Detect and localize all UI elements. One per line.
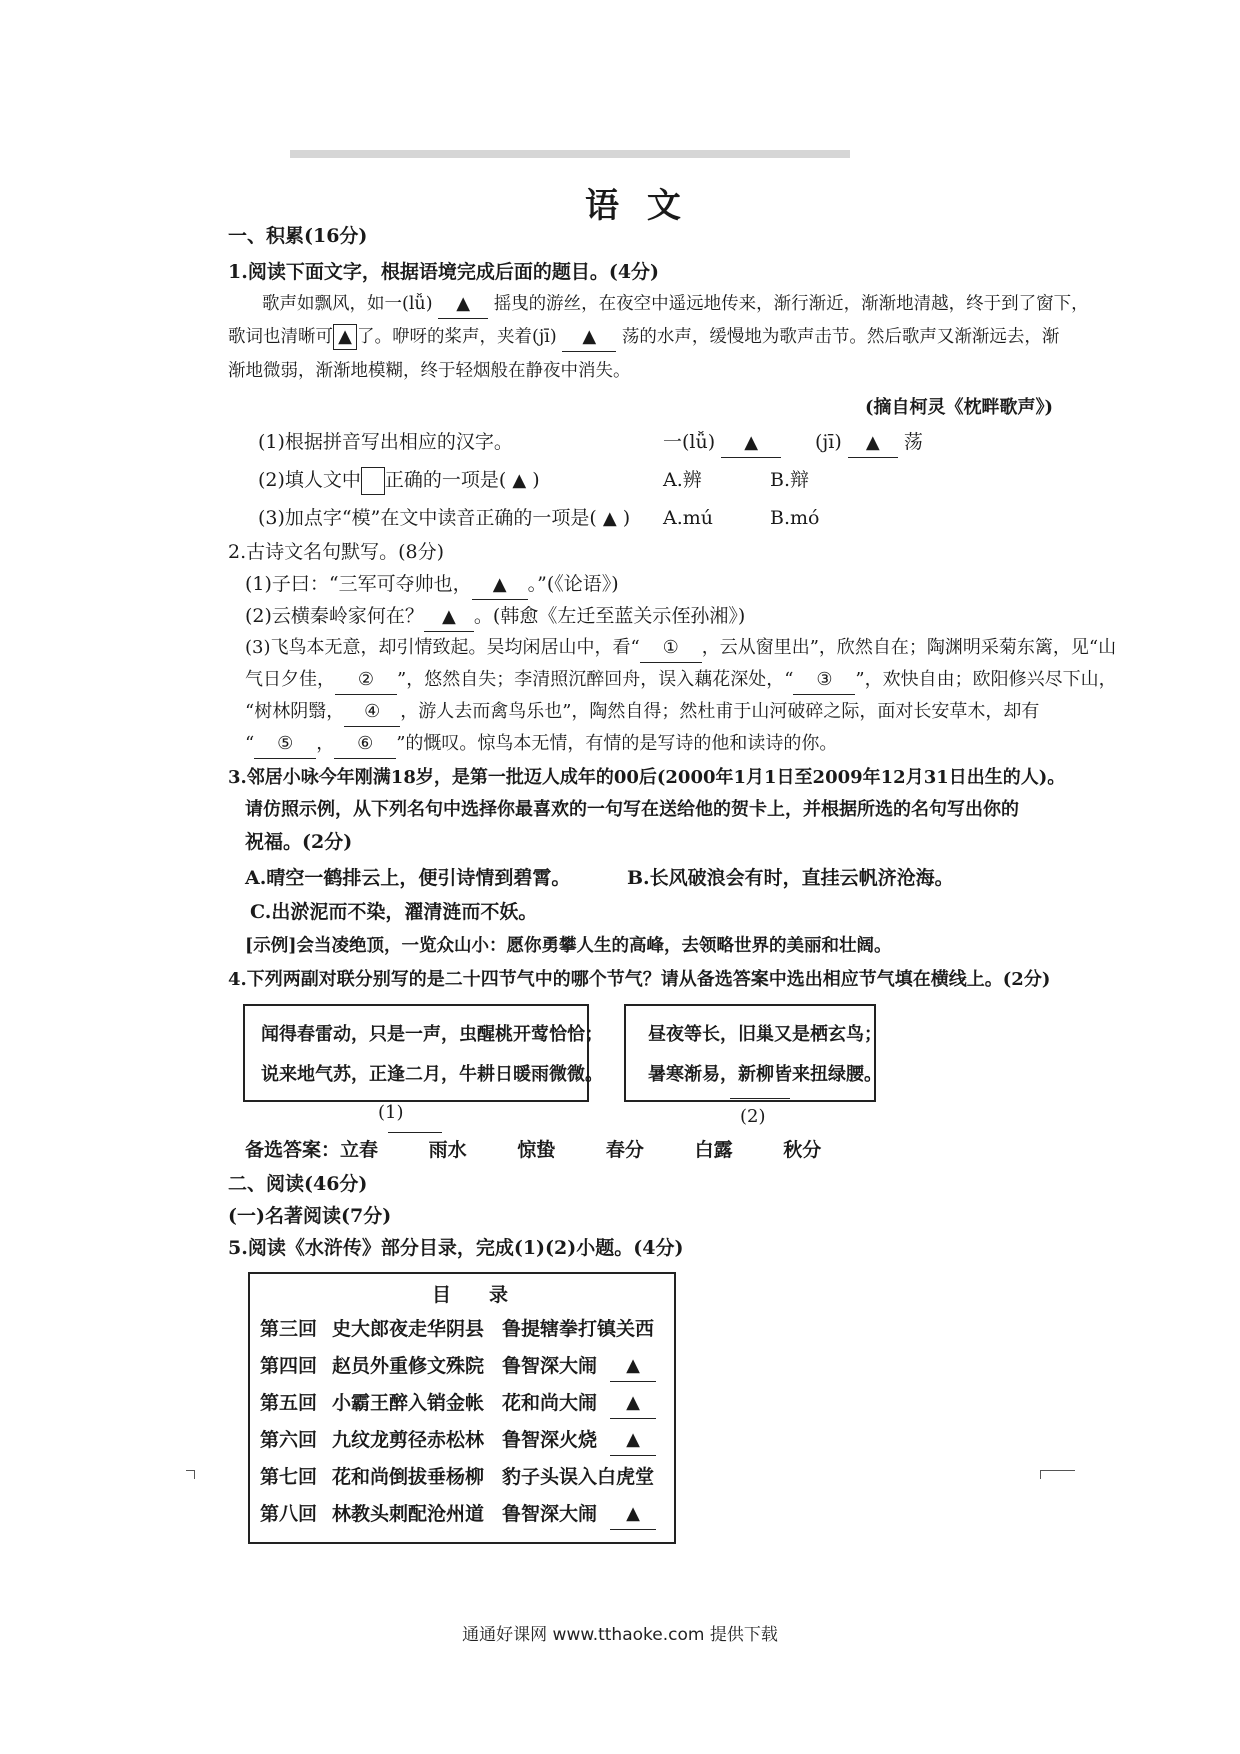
answer-blank-1[interactable]: ①: [640, 634, 702, 663]
toc-chapter-title-b: 花和尚大闹: [502, 1392, 598, 1414]
toc-chapter-title-a: 小霸王醉入销金帐: [332, 1392, 485, 1414]
couplet-box-1: [243, 1004, 603, 1102]
q3-line3: 祝福。(2分): [245, 831, 353, 853]
answer-blank[interactable]: ▲: [424, 603, 474, 632]
q2-line4: 气日夕佳， ② ”，悠然自失；李清照沉醉回舟，误入藕花深处，“ ③ ”，欢快自由；欧阳修兴尽下山，: [245, 666, 1117, 695]
empty-box: [361, 467, 385, 495]
toc-chapter-no: 第六回: [260, 1429, 318, 1451]
answer-blank[interactable]: ▲: [848, 429, 898, 458]
scan-header-smudge: [290, 150, 850, 158]
section2-subheading: (一)名著阅读(7分): [228, 1205, 392, 1227]
couplet1-line2: 说来地气苏，正逢二月，牛耕日暖雨微微。: [261, 1064, 603, 1085]
answer-blank-2[interactable]: ②: [335, 666, 397, 695]
q1-sub2-option-a: A.辨: [663, 469, 702, 491]
q2-line2: (2)云横秦岭家何在？ ▲ 。(韩愈《左迁至蓝关示侄孙湘》): [245, 602, 745, 632]
q1-sub3: (3)加点字“模”在文中读音正确的一项是( ▲ ): [258, 507, 631, 529]
answer-blank-4[interactable]: ④: [344, 698, 400, 727]
toc-chapter-title-a: 林教头刺配沧州道: [332, 1503, 485, 1525]
toc-chapter-no: 第五回: [260, 1392, 318, 1414]
toc-chapter-title-a: 花和尚倒拔垂杨柳: [332, 1466, 485, 1488]
q1-passage-line2: 歌词也清晰可 ▲ 了。咿呀的桨声，夹着(jī) ▲ 荡的水声，缓慢地为歌声击节。然后歌声又渐渐远去，渐: [228, 323, 1059, 352]
toc-chapter-no: 第七回: [260, 1466, 318, 1488]
blank-marker: ▲: [438, 290, 488, 319]
q4-label-1: (1): [378, 1102, 404, 1123]
q4-label-2: (2): [740, 1106, 766, 1127]
answer-blank[interactable]: ▲: [721, 429, 781, 458]
toc-answer-blank[interactable]: ▲: [610, 1499, 656, 1530]
blank-marker: ▲: [562, 323, 616, 352]
q1-sub1: (1)根据拼音写出相应的汉字。: [258, 431, 513, 453]
q3-option-b: B.长风破浪会有时，直挂云帆济沧海。: [627, 867, 954, 889]
q1-sub2: (2)填人文中 正确的一项是( ▲ ): [258, 466, 540, 495]
q5-stem: 5.阅读《水浒传》部分目录，完成(1)(2)小题。(4分): [228, 1237, 684, 1259]
toc-chapter-title-b: 鲁提辖拳打镇关西: [502, 1318, 655, 1340]
toc-chapter-title-b: 鲁智深火烧: [502, 1429, 598, 1451]
answer-blank[interactable]: ▲: [472, 571, 528, 600]
q1-sub1-blank-a: 一(lǚ) ▲: [663, 428, 781, 458]
toc-chapter-title-b: 鲁智深大闹: [502, 1355, 598, 1377]
answer-line-2[interactable]: [730, 1098, 790, 1099]
q3-line2: 请仿照示例，从下列名句中选择你最喜欢的一句写在送给他的贺卡上，并根据所选的名句写出你的: [245, 799, 1019, 820]
q2-line6: “ ⑤ ， ⑥ ”的慨叹。惊鸟本无情，有情的是写诗的他和读诗的你。: [245, 730, 837, 759]
answer-line-1[interactable]: [388, 1132, 442, 1133]
boxed-blank-marker: ▲: [333, 324, 357, 350]
toc-chapter-title-b: 豹子头误入白虎堂: [502, 1466, 655, 1488]
crop-mark: [186, 1470, 195, 1479]
q2-line1: (1)子曰：“三军可夺帅也， ▲ 。”(《论语》): [245, 570, 619, 600]
crop-mark: [1040, 1470, 1075, 1479]
couplet2-line1: 昼夜等长，旧巢又是栖玄鸟；: [648, 1024, 882, 1045]
q1-sub3-option-a: A.mú: [663, 507, 714, 529]
q1-sub3-option-b: B.mó: [770, 507, 820, 529]
toc-chapter-title-a: 九纹龙剪径赤松林: [332, 1429, 485, 1451]
q3-example: [示例]会当凌绝顶，一览众山小：愿你勇攀人生的高峰，去领略世界的美丽和壮阔。: [245, 936, 892, 956]
toc-chapter-no: 第四回: [260, 1355, 318, 1377]
answer-blank-5[interactable]: ⑤: [254, 730, 316, 759]
q2-stem: 2.古诗文名句默写。(8分): [228, 541, 445, 563]
q3-option-c: C.出淤泥而不染，濯清涟而不妖。: [250, 901, 538, 923]
q1-passage-line1: 歌声如飘风，如一(lǚ) ▲ 摇曳的游丝，在夜空中遥远地传来，渐行渐近，渐渐地清越，终于到了窗下，: [262, 290, 1089, 319]
q1-passage-line3: 渐地微弱，渐渐地模糊，终于轻烟般在静夜中消失。: [228, 361, 631, 381]
footer-credit: 通通好课网 www.tthaoke.com 提供下载: [462, 1625, 778, 1645]
couplet-box-2: [624, 1004, 882, 1102]
answer-marker[interactable]: ▲: [602, 508, 617, 529]
couplet1-line1: 闻得春雷动，只是一声，虫醒桃开莺恰恰；: [261, 1024, 603, 1045]
page-title: 语 文: [585, 186, 689, 226]
toc-answer-blank[interactable]: ▲: [610, 1388, 656, 1419]
answer-blank-6[interactable]: ⑥: [334, 730, 396, 759]
toc-title: 目 录: [432, 1284, 509, 1306]
toc-chapter-no: 第八回: [260, 1503, 318, 1525]
q4-stem: 4.下列两副对联分别写的是二十四节气中的哪个节气？请从备选答案中选出相应节气填在横线上。(2分): [228, 969, 1051, 990]
q1-sub1-blank-b: (jī) ▲ 荡: [815, 428, 923, 458]
toc-chapter-no: 第三回: [260, 1318, 318, 1340]
q3-option-a: A.晴空一鹤排云上，便引诗情到碧霄。: [245, 867, 571, 889]
section1-heading: 一、积累(16分): [228, 225, 368, 247]
toc-answer-blank[interactable]: ▲: [610, 1351, 656, 1382]
section2-heading: 二、阅读(46分): [228, 1173, 368, 1195]
toc-chapter-title-b: 鲁智深大闹: [502, 1503, 598, 1525]
q1-source: (摘自柯灵《枕畔歌声》): [865, 397, 1054, 418]
toc-chapter-title-a: 赵员外重修文殊院: [332, 1355, 485, 1377]
q3-line1: 3.邻居小咏今年刚满18岁，是第一批迈人成年的00后(2000年1月1日至2009年12月31日出生的人)。: [228, 767, 1066, 788]
answer-blank-3[interactable]: ③: [793, 666, 855, 695]
q2-line3: (3)飞鸟本无意，却引情致起。吴均闲居山中，看“ ① ，云从窗里出”，欣然自在；陶渊明采菊东篱，见“山: [245, 634, 1116, 663]
answer-marker[interactable]: ▲: [512, 470, 527, 491]
q2-line5: “树林阴翳， ④ ，游人去而禽鸟乐也”，陶然自得；然杜甫于山河破碎之际，面对长安草木，却有: [245, 698, 1039, 727]
couplet2-line2: 暑寒渐易，新柳皆来扭绿腰。: [648, 1064, 882, 1085]
q1-stem: 1.阅读下面文字，根据语境完成后面的题目。(4分): [228, 261, 660, 283]
q4-options: 备选答案：立春 雨水 惊蛰 春分 白露 秋分: [245, 1139, 822, 1161]
toc-chapter-title-a: 史大郎夜走华阴县: [332, 1318, 485, 1340]
toc-answer-blank[interactable]: ▲: [610, 1425, 656, 1456]
q1-sub2-option-b: B.辩: [770, 469, 810, 491]
toc-box: [248, 1272, 676, 1544]
